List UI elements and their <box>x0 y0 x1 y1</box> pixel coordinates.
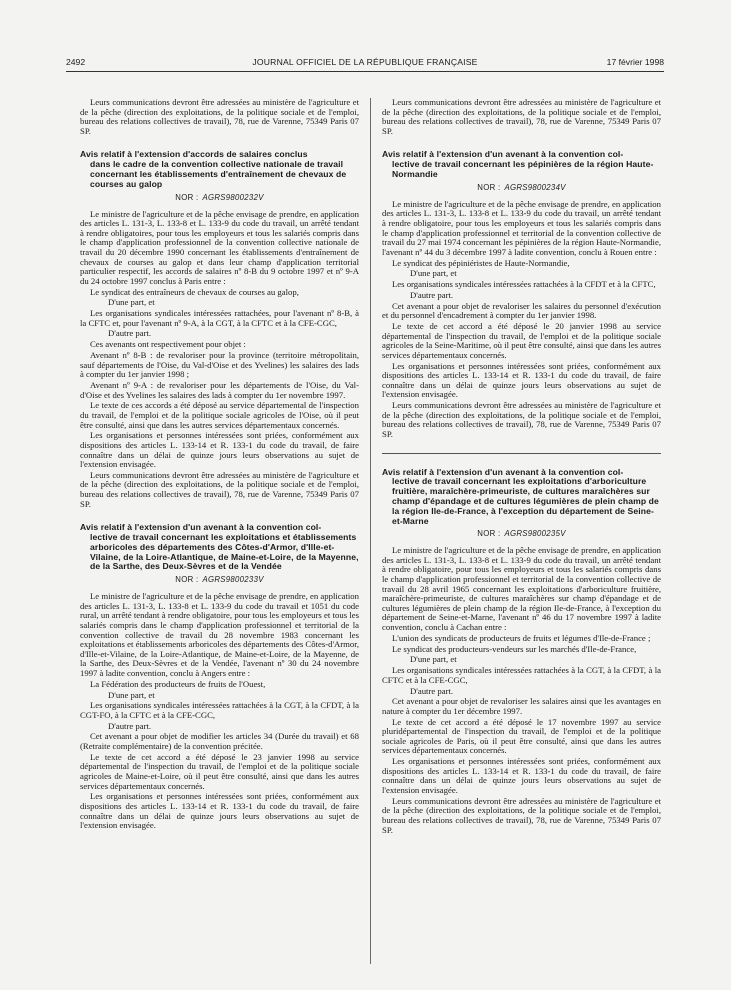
notice-paragraph: Les organisations syndicales intéressées rattachées à la CFDT et à la CFTC, <box>392 279 656 290</box>
notice-paragraph: Les organisations syndicales intéressées rattachées à la CGT, à la CFDT, à la CGT-FO, à la CFTC et à la CFE-CGC, <box>80 700 359 720</box>
notice-paragraph: Les organisations syndicales intéressées rattachées à la CGT, à la CFDT, à la CFTC et à la CFE-CGC, <box>382 665 661 685</box>
nor-code: AGRS9800233V <box>202 575 264 585</box>
notice-divider <box>382 453 661 454</box>
notice-paragraph: Leurs communications devront être adressées au ministère de l'agriculture et de la pêche (direction des exploitations, de la politique sociale et de l'emploi, bureau des relations collectives de travail), 78, rue de Varenne, 75349 Paris 07 SP. <box>382 400 661 439</box>
notice-paragraph: Le texte de cet accord a été déposé le 17 novembre 1997 au service pluridépartemental de l'inspection du travail, de l'emploi et de la politique sociale agricoles de Paris, où il peut être consulté, ainsi que dans les autres services départementaux concernés. <box>382 716 661 756</box>
notice-paragraph: D'autre part. <box>108 720 152 731</box>
nor-reference <box>80 575 359 584</box>
notice-paragraph: Les organisations et personnes intéressées sont priées, conformément aux dispositions des articles L. 133-14 et R. 133-1 du code du travail, de faire connaître dans un délai de quinze jours leurs observations au sujet de l'extension envisagée. <box>382 756 661 796</box>
journal-title: JOURNAL OFFICIEL DE LA RÉPUBLIQUE FRANÇAISE <box>252 57 478 67</box>
notice-paragraph: Le texte de cet accord a été déposé le 23 janvier 1998 au service départemental de l'inspection du travail, de l'emploi et de la politique sociale agricoles de Maine-et-Loire, où il peut être consulté, ainsi que dans les autres services départementaux concernés. <box>80 751 359 791</box>
notice-paragraph: D'une part, et <box>108 297 155 308</box>
notice-paragraph: Les organisations syndicales intéressées rattachées, pour l'avenant nº 8-B, à la CFTC et, pour l'avenant nº 9-A, à la CGT, à la CFTC et à la CFE-CGC, <box>80 308 359 328</box>
notice-fruit-vegetable-ile-de-france <box>382 468 661 836</box>
nor-code: AGRS9800232V <box>202 192 264 202</box>
nor-label: NOR : <box>175 575 199 585</box>
notice-paragraph: Le syndicat des pépiniéristes de Haute-Normandie, <box>392 257 570 268</box>
notice-paragraph: Ces avenants ont respectivement pour objet : <box>90 339 246 350</box>
column-separator <box>370 98 371 964</box>
header-rule <box>66 71 664 72</box>
nor-reference <box>80 193 359 202</box>
notice-title: Avis relatif à l'extension d'un avenant à la convention col- lective de travail concernant les pépinières de la région Haute-Normandie <box>382 149 654 179</box>
page-header <box>66 57 664 71</box>
notice-paragraph: Les organisations et personnes intéressées sont priées, conformément aux dispositions des articles L. 133-14 et R. 133-1 du code du travail, de faire connaître dans un délai de quinze jours leurs observations au sujet de l'extension envisagée. <box>382 360 661 400</box>
previous-notice-tail: Leurs communications devront être adressées au ministère de l'agriculture et de la pêche (direction des exploitations, de la politique sociale et de l'emploi, bureau des relations collectives de travail), 78, rue de Varenne, 75349 Paris 07 SP. <box>382 97 661 136</box>
notice-title: Avis relatif à l'extension d'un avenant à la convention col- lective de travail concernant les exploitations d'arboriculture fruitière, maraîchère-primeuriste, de cultures maraîchères sur champ d'épandage et de cultures légumières de plein champ de la région Ile-de-France, à l'exception du département de Seine-et-Marne <box>382 466 659 526</box>
nor-label: NOR : <box>175 192 199 202</box>
notice-paragraph: D'autre part. <box>410 289 454 300</box>
nor-reference <box>382 183 661 192</box>
publication-date: 17 février 1998 <box>606 57 664 67</box>
notice-paragraph: Le syndicat des entraîneurs de chevaux de courses au galop, <box>90 286 299 297</box>
notice-paragraph: Cet avenant a pour objet de modifier les articles 34 (Durée du travail) et 68 (Retraite complémentaire) de la convention précitée. <box>80 731 359 752</box>
notice-arboriculture-western-departments <box>80 523 359 831</box>
notice-paragraph: D'autre part. <box>410 685 454 696</box>
page-number: 2492 <box>66 57 86 67</box>
notice-paragraph: L'union des syndicats de producteurs de fruits et légumes d'Ile-de-France ; <box>392 632 651 643</box>
notice-paragraph: Le syndicat des producteurs-vendeurs sur les marchés d'Ile-de-France, <box>392 643 637 654</box>
notice-paragraph: Avenant nº 9-A : de revaloriser pour les départements de l'Oise, du Val-d'Oise et des Yvelines les salaires des lads à compter du 1er novembre 1997. <box>80 379 359 400</box>
nor-code: AGRS9800234V <box>504 182 566 192</box>
notice-paragraph: Leurs communications devront être adressées au ministère de l'agriculture et de la pêche (direction des exploitations, de la politique sociale et de l'emploi, bureau des relations collectives de travail), 78, rue de Varenne, 75349 Paris 07 SP. <box>382 795 661 835</box>
notice-paragraph: D'une part, et <box>108 689 155 700</box>
right-column <box>382 98 661 835</box>
notice-paragraph: La Fédération des producteurs de fruits de l'Ouest, <box>90 678 266 689</box>
notice-paragraph: Cet avenant a pour objet de revaloriser les salaires ainsi que les avantages en nature à compter du 1er décembre 1997. <box>382 696 661 716</box>
notice-paragraph: D'une part, et <box>410 654 457 665</box>
nor-label: NOR : <box>477 529 501 539</box>
notice-paragraph: Le ministre de l'agriculture et de la pêche envisage de prendre, en application des articles L. 131-3, L. 133-8 et L. 133-9 du code du travail, un arrêté tendant à rendre obligatoire, pour tous les employeurs et tous les salariés compris dans le champ d'application professionnel et territorial de la convention collective de travail du 28 avril 1965 concernant les exploitations d'arboriculture fruitière, maraîchère-primeuriste, de cultures maraîchères sur champ d'épandage et de cultures légumières de plein champ de la région Ile-de-France, à l'exception du département de Seine-et-Marne, l'avenant nº 46 du 17 novembre 1997 à ladite convention, conclu à Cachan entre : <box>382 545 661 633</box>
notice-title: Avis relatif à l'extension d'accords de salaires conclus dans le cadre de la convention collective nationale de travail concernant les établissements d'entraînement de chevaux de courses au galop <box>80 149 347 189</box>
notice-paragraph: Avenant nº 8-B : de revaloriser pour la province (territoire métropolitain, sauf départements de l'Oise, du Val-d'Oise et des Yvelines) les salaires des lads à compter du 1er janvier 1998 ; <box>80 350 359 380</box>
notice-paragraph: Le ministre de l'agriculture et de la pêche envisage de prendre, en application des articles L. 131-3, L. 133-8 et L. 133-9 du code du travail et 1051 du code rural, un arrêté tendant à rendre obligatoire, pour tous les employeurs et tous les salariés compris dans le champ d'application professionnel et territorial de la convention collective de travail du 28 novembre 1983 concernant les exploitations et établissements arboricoles des départements des Côtes-d'Armor, d'Ille-et-Vilaine, de la Loire-Atlantique, de Maine-et-Loire, de la Mayenne, de la Sarthe, des Deux-Sèvres et de la Vendée, l'avenant nº 30 du 24 novembre 1997 à ladite convention, conclu à Angers entre : <box>80 591 359 678</box>
notice-paragraph: D'autre part. <box>108 328 152 339</box>
notice-paragraph: Les organisations et personnes intéressées sont priées, conformément aux dispositions des articles L. 133-14 et R. 133-1 du code du travail, de faire connaître dans un délai de quinze jours leurs observations au sujet de l'extension envisagée. <box>80 791 359 831</box>
notice-paragraph: Le ministre de l'agriculture et de la pêche envisage de prendre, en application des articles L. 131-3, L. 133-8 et L. 133-9 du code du travail, un arrêté tendant à rendre obligatoire, pour tous les employeurs et tous les salariés compris dans le champ d'application professionnel et territorial de la convention collective de travail du 27 mai 1974 concernant les pépinières de la région Haute-Normandie, l'avenant nº 44 du 3 décembre 1997 à ladite convention, conclu à Rouen entre : <box>382 198 661 257</box>
nor-label: NOR : <box>477 182 501 192</box>
notice-paragraph: Cet avenant a pour objet de revaloriser les salaires du personnel d'exécution et du personnel d'encadrement à compter du 1er janvier 1998. <box>382 300 661 321</box>
notice-paragraph: Les organisations et personnes intéressées sont priées, conformément aux dispositions des articles L. 133-14 et R. 133-1 du code du travail, de faire connaître dans un délai de quinze jours leurs observations au sujet de l'extension envisagée. <box>80 430 359 470</box>
notice-paragraph: D'une part, et <box>410 268 457 279</box>
nor-reference <box>382 529 661 538</box>
notice-paragraph: Le texte de ces accords a été déposé au service départemental de l'inspection du travail, de l'emploi et de la politique sociale agricoles de l'Oise, où il peut être consulté, ainsi que dans les autres services départementaux concernés. <box>80 400 359 430</box>
notice-paragraph: Leurs communications devront être adressées au ministère de l'agriculture et de la pêche (direction des exploitations, de la politique sociale et de l'emploi, bureau des relations collectives de travail), 78, rue de Varenne, 75349 Paris 07 SP. <box>80 469 359 509</box>
notice-salary-agreements-horse-training <box>80 150 359 509</box>
notice-paragraph: Le ministre de l'agriculture et de la pêche envisage de prendre, en application des articles L. 131-3, L. 133-8 et L. 133-9 du code du travail, un arrêté tendant à rendre obligatoires, pour tous les employeurs et tous les salariés compris dans le champ d'application professionnel de la convention collective nationale de travail du 20 décembre 1990 concernant les établissements d'entraînement de chevaux de courses au galop et dans leur champ d'application territorial particulier respectif, les accords de salaires nº 8-B du 9 octobre 1997 et nº 9-A du 24 octobre 1997 conclus à Paris entre : <box>80 208 359 286</box>
notice-title: Avis relatif à l'extension d'un avenant à la convention col- lective de travail concernant les exploitations et établissements arboricoles des départements des Côtes-d'Armor, d'Ille-et-Vilaine, de la Loire-Atlantique, de Maine-et-Loire, de la Mayenne, de la Sarthe, des Deux-Sèvres et de la Vendée <box>80 522 359 572</box>
previous-notice-tail: Leurs communications devront être adressées au ministère de l'agriculture et de la pêche (direction des exploitations, de la politique sociale et de l'emploi, bureau des relations collectives de travail), 78, rue de Varenne, 75349 Paris 07 SP. <box>80 97 359 136</box>
notice-paragraph: Le texte de cet accord a été déposé le 20 janvier 1998 au service départemental de l'inspection du travail, de l'emploi et de la politique sociale agricoles de la Seine-Maritime, où il peut être consulté, ainsi que dans les autres services départementaux concernés. <box>382 321 661 360</box>
nor-code: AGRS9800235V <box>504 529 566 539</box>
left-column <box>80 98 359 831</box>
notice-nurseries-haute-normandie <box>382 150 661 439</box>
